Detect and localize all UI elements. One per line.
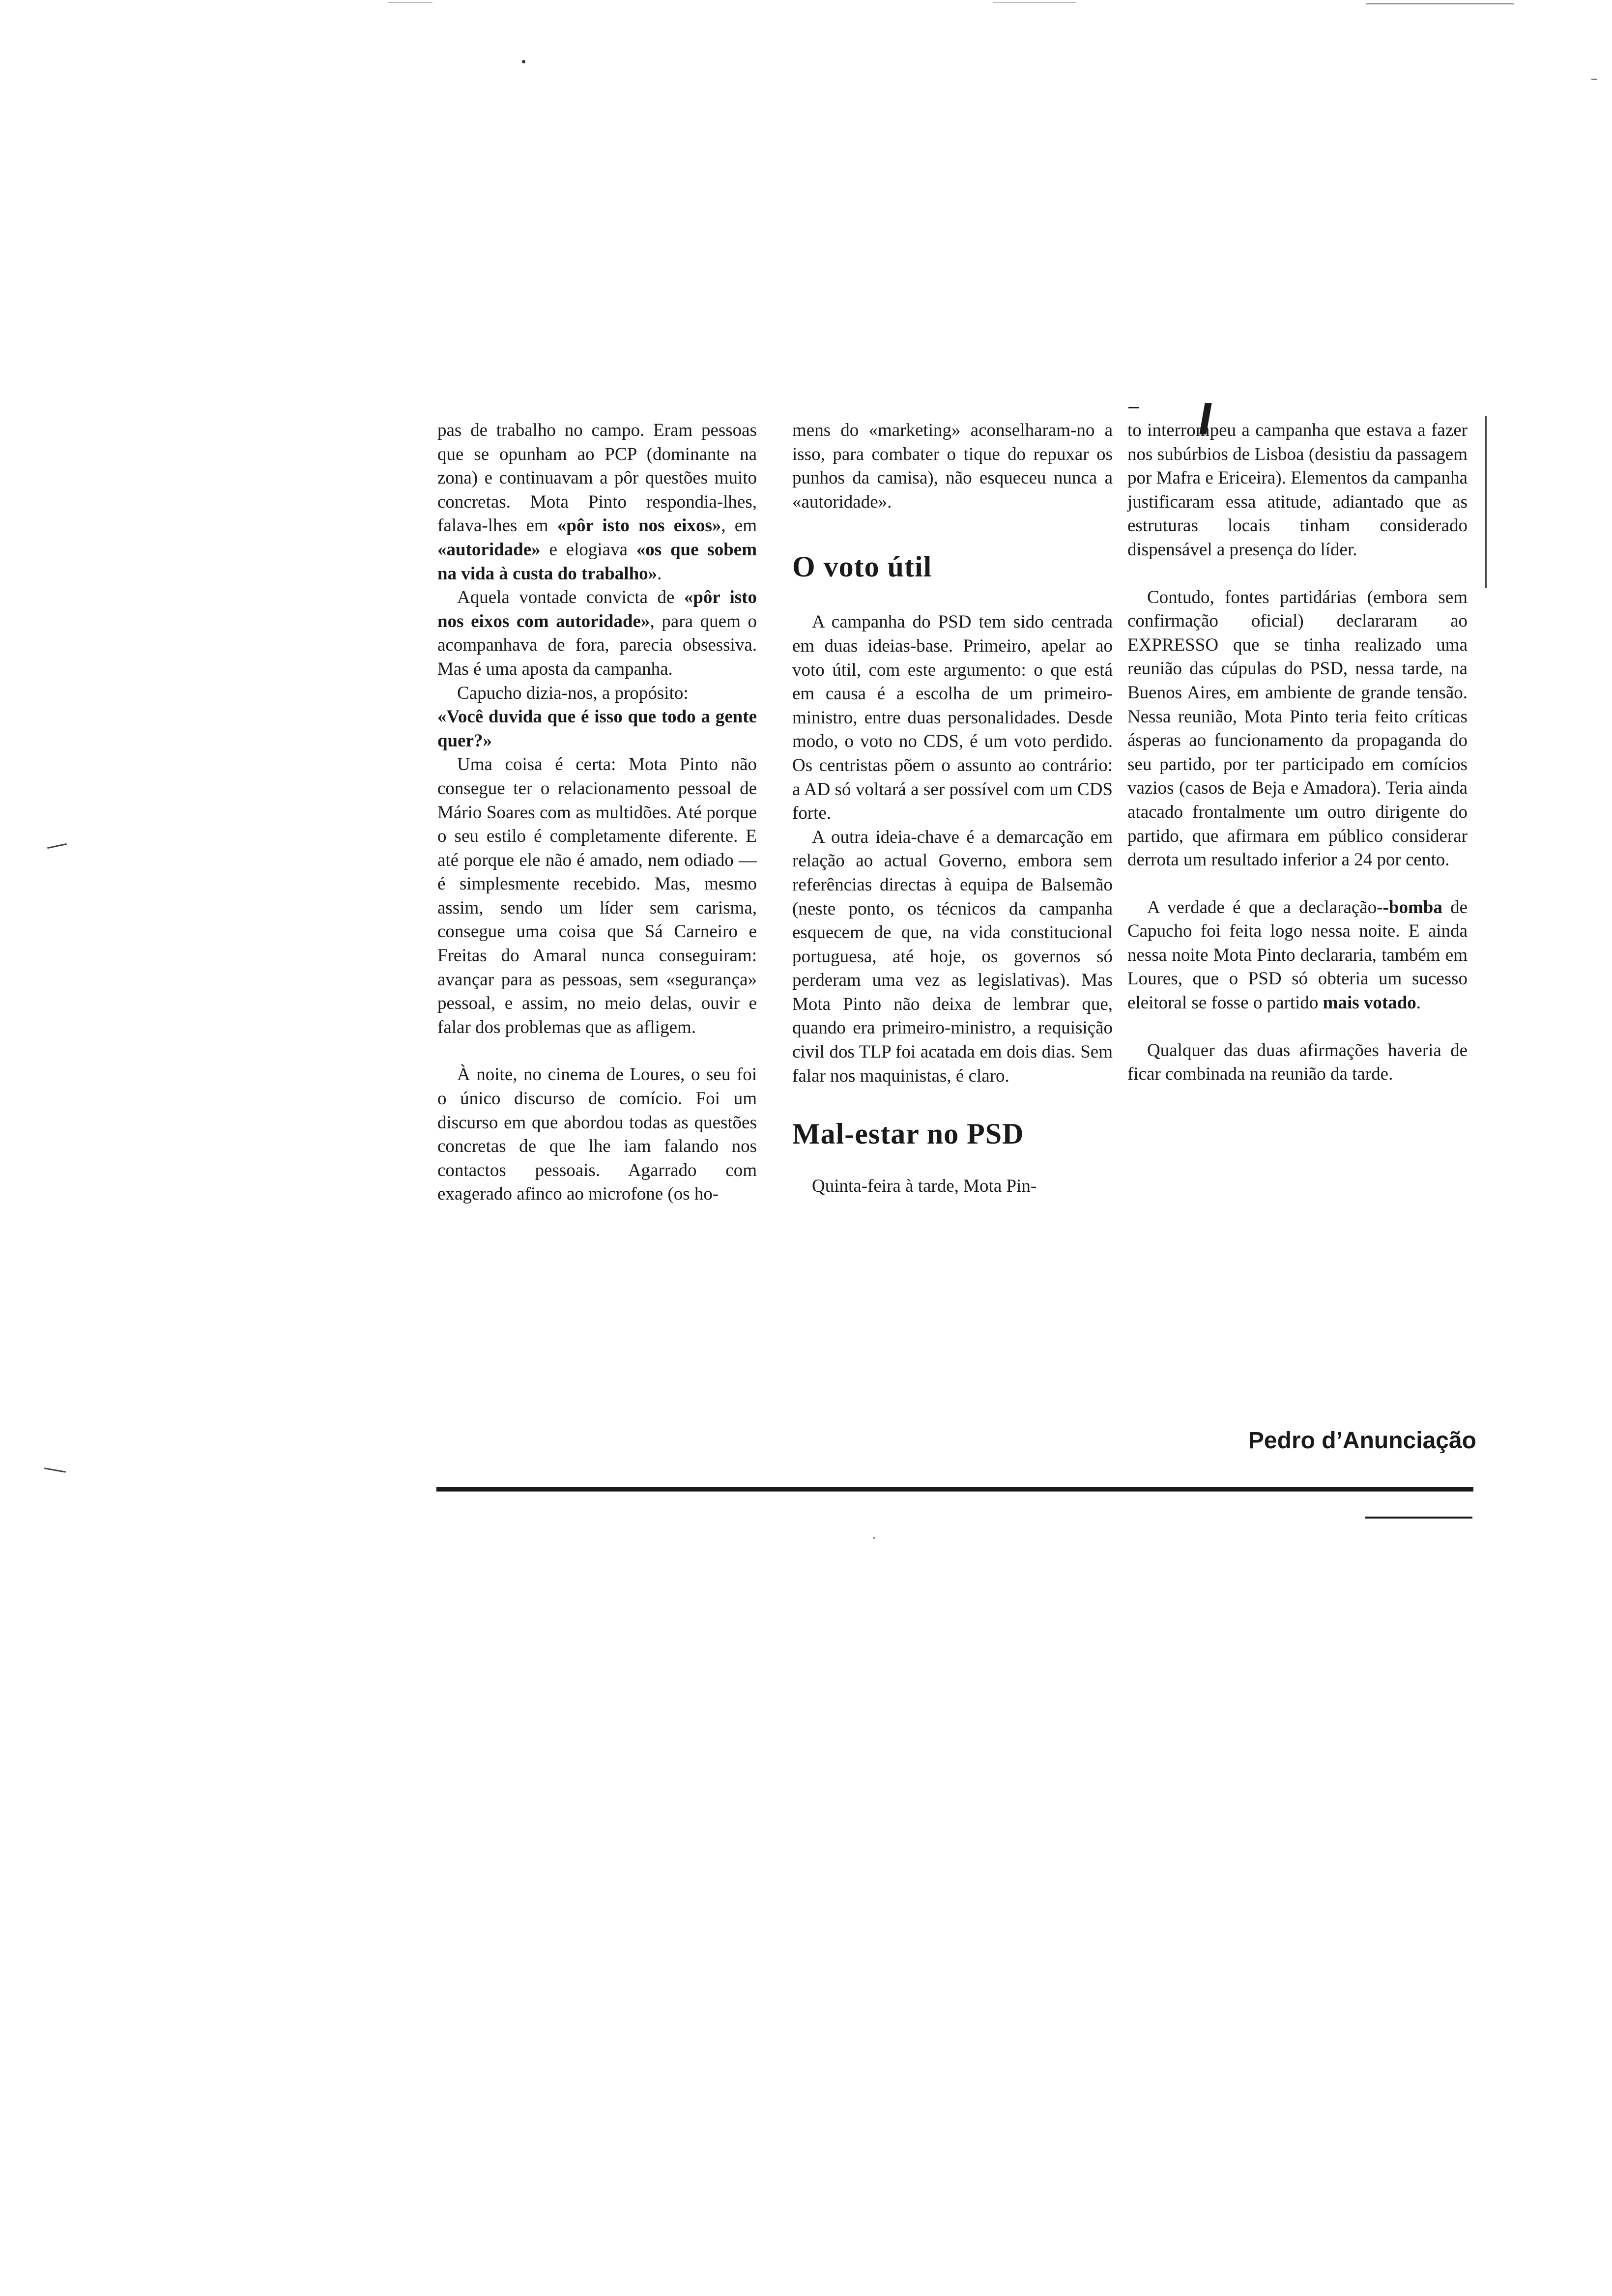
bottom-rule-fragment bbox=[1365, 1517, 1472, 1519]
col1-paragraph-1 bbox=[437, 419, 757, 586]
scan-dot bbox=[522, 60, 525, 63]
col2-paragraph-1: mens do «marketing» aconselharam-no a isso, para combater o tique do repuxar os punhos da camisa), não esqueceu nunca a «autoridade». bbox=[792, 420, 1113, 512]
scan-mark-top-center bbox=[993, 2, 1076, 3]
col1-paragraph-2 bbox=[437, 586, 757, 681]
scan-mark-bottom-dot bbox=[873, 1537, 875, 1539]
col1-p2-text-2: , para quem o acompanhava de fora, parecia obsessiva. Mas é uma aposta da campanha. bbox=[437, 611, 757, 679]
col1-paragraph-4: Uma coisa é certa: Mota Pinto não consegue ter o relacionamento pessoal de Mário Soares com as multidões. Até porque o seu estilo é completamente diferente. E até porque ele não é amado, nem odiado — é simplesmente recebido. Mas, mesmo assim, sendo um líder sem carisma, consegue uma coisa que Sá Carneiro e Freitas do Amaral nunca conseguiram: avançar para as pessoas, sem «segurança» pessoal, e assim, no meio delas, ouvir e falar dos problemas que as afligem. bbox=[437, 754, 757, 1037]
section-heading-voto-util: O voto útil bbox=[792, 550, 932, 583]
scan-mark-left-2 bbox=[44, 1467, 66, 1473]
author-byline: Pedro d’Anunciação bbox=[1248, 1428, 1476, 1454]
col1-p1-text-3: e elogiava bbox=[549, 539, 628, 560]
scan-mark-top-left bbox=[388, 2, 432, 3]
col3-p3-text-2: de Capucho foi feita logo nessa noite. E ainda nessa noite Mota Pinto declararia, também em Loures, que o PSD só obteria um sucesso eleitoral se fosse o partido bbox=[1127, 897, 1468, 1013]
section-heading-mal-estar: Mal-estar no PSD bbox=[792, 1118, 1024, 1150]
col1-p2-emphasis: «pôr isto nos eixos com autoridade» bbox=[437, 587, 757, 631]
article-column-1 bbox=[437, 419, 757, 1206]
col3-p3-emphasis-1: -bomba bbox=[1382, 897, 1442, 918]
col3-paragraph-3 bbox=[1127, 896, 1468, 1015]
col1-p1-emphasis-1: «pôr isto nos eixos» bbox=[557, 516, 721, 536]
col1-p1-emphasis-3: «os que sobem na vida à custa do trabalho» bbox=[437, 539, 757, 584]
column-edge-line bbox=[1485, 416, 1487, 588]
col3-p3-text: A verdade é que a declaração- bbox=[1147, 897, 1383, 918]
col1-p2-text: Aquela vontade convicta de bbox=[457, 587, 675, 608]
col1-p1-emphasis-2: «autoridade» bbox=[437, 539, 541, 560]
scan-mark-top-right bbox=[1366, 3, 1514, 4]
article-column-2 bbox=[792, 419, 1113, 1199]
bottom-rule bbox=[436, 1487, 1473, 1492]
col1-p1-text: pas de trabalho no campo. Eram pessoas que se opunham ao PCP (dominante na zona) e continuavam a pôr questões muito concretas. Mota Pinto respondia-lhes, falava-lhes em bbox=[437, 420, 757, 536]
scan-mark-right-top bbox=[1591, 79, 1597, 80]
scan-mark-left-1 bbox=[47, 843, 67, 849]
col1-paragraph-5: À noite, no cinema de Loures, o seu foi o único discurso de comício. Foi um discurso em que abordou todas as questões concretas de que lhe iam falando nos contactos pessoais. Agarrado com exagerado afinco ao microfone (os ho- bbox=[437, 1064, 757, 1205]
article-column-3 bbox=[1127, 419, 1468, 1087]
col3-paragraph-2: Contudo, fontes partidárias (embora sem confirmação oficial) declararam ao EXPRESSO que se tinha realizado uma reunião das cúpulas do PSD, nessa tarde, na Buenos Aires, em ambiente de grande tensão. Nessa reunião, Mota Pinto teria feito críticas ásperas ao funcionamento da propaganda do seu partido, por ter participado em comícios vazios (casos de Beja e Amadora). Teria ainda atacado frontalmente um outro dirigente do partido, que afirmara em público considerar derrota um resultado inferior a 24 por cento. bbox=[1127, 587, 1468, 870]
col1-paragraph-3: Capucho dizia-nos, a propósito: bbox=[457, 683, 689, 703]
col2-paragraph-2: A campanha do PSD tem sido centrada em duas ideias-base. Primeiro, apelar ao voto útil, com este argumento: o que está em causa é a escolha de um primeiro-ministro, entre duas personalidades. Desde modo, o voto no CDS, é um voto perdido. Os centristas põem o assunto ao contrário: a AD só voltará a ser possível com um CDS forte. bbox=[792, 612, 1113, 824]
col1-p1-text-2: , em bbox=[721, 516, 757, 536]
col3-paragraph-1: to interrompeu a campanha que estava a fazer nos subúrbios de Lisboa (desistiu da passagem por Mafra e Ericeira). Elementos da campanha justificaram essa atitude, adiantado que as estruturas locais tinham considerado dispensável a presença do líder. bbox=[1127, 420, 1468, 560]
col1-quote: «Você duvida que é isso que todo a gente quer?» bbox=[437, 707, 757, 751]
col2-paragraph-3: A outra ideia-chave é a demarcação em relação ao actual Governo, embora sem referências directas à equipa de Balsemão (neste ponto, os técnicos da campanha esquecem de que, na vida constitucional portuguesa, até hoje, os governos só perderam uma vez as legislativas). Mas Mota Pinto não deixa de lembrar que, quando era primeiro-ministro, a requisição civil dos TLP foi acatada em dois dias. Sem falar nos maquinistas, é claro. bbox=[792, 827, 1113, 1086]
col3-p3-emphasis-2: mais votado bbox=[1323, 993, 1416, 1013]
top-dash-mark bbox=[1128, 407, 1139, 408]
col3-p3-text-3: . bbox=[1416, 993, 1421, 1013]
col3-paragraph-4: Qualquer das duas afirmações haveria de ficar combinada na reunião da tarde. bbox=[1127, 1040, 1468, 1085]
col2-paragraph-4: Quinta-feira à tarde, Mota Pin- bbox=[812, 1176, 1037, 1197]
col1-p1-text-4: . bbox=[657, 563, 662, 584]
